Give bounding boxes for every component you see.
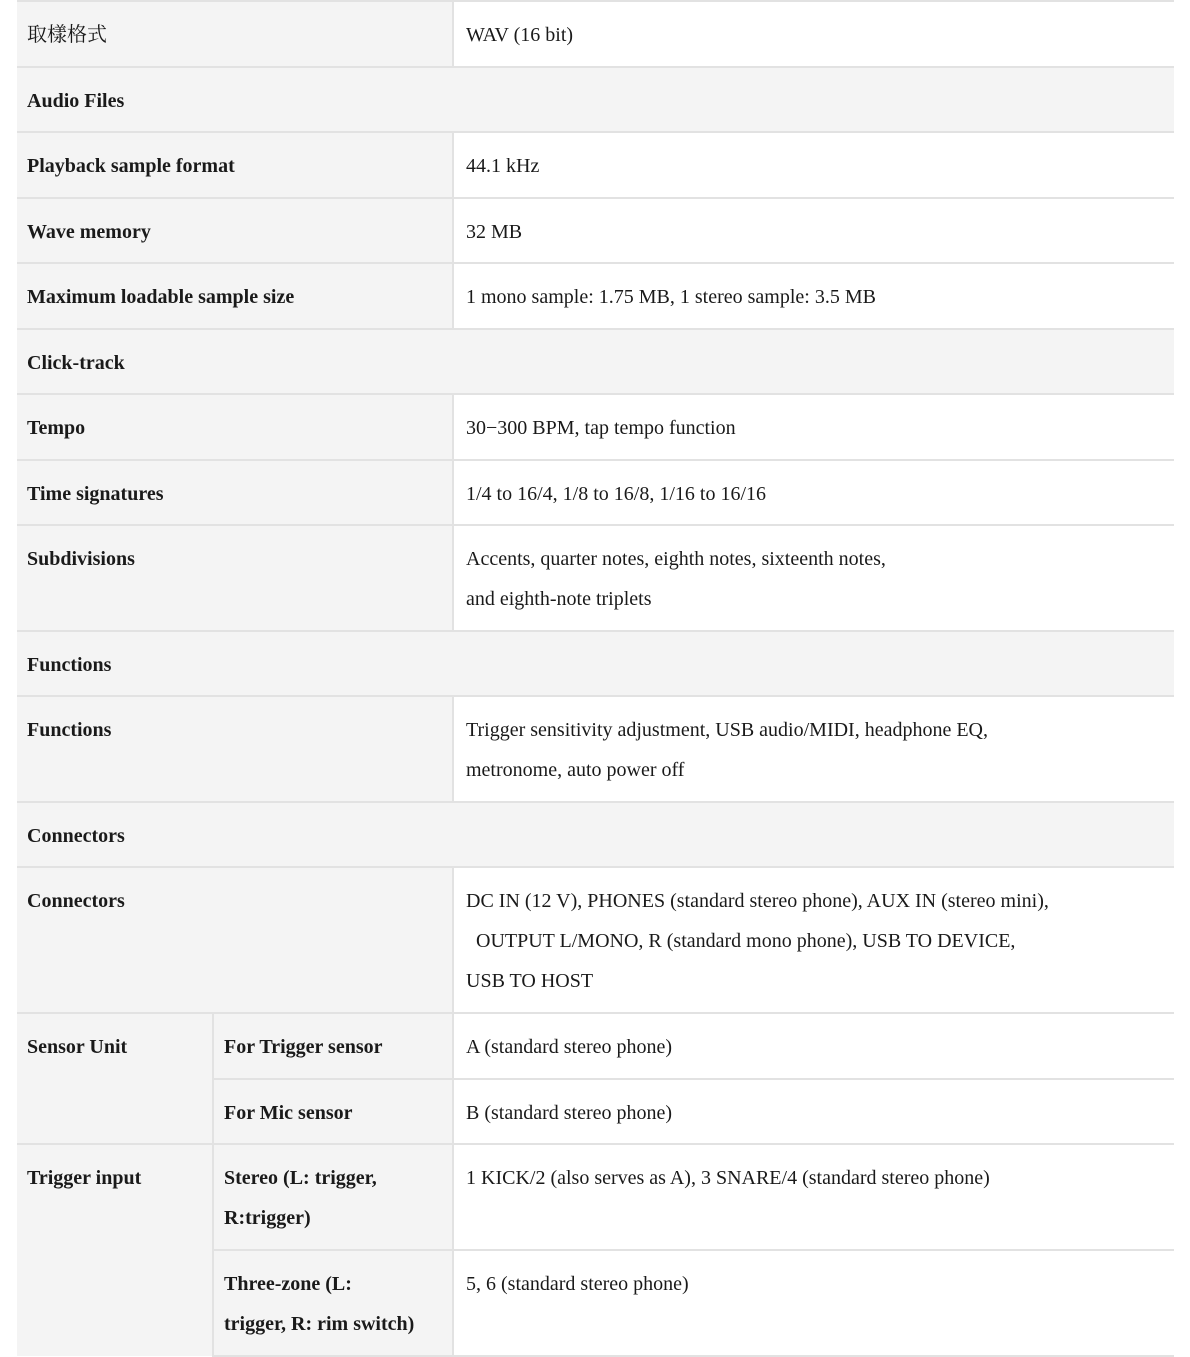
value-line: DC IN (12 V), PHONES (standard stereo phone), AUX IN (stereo mini), — [466, 890, 1049, 912]
value-line: OUTPUT L/MONO, R (standard mono phone), USB TO DEVICE, — [466, 930, 1016, 952]
table-row — [17, 1, 1174, 67]
row-label: Connectors — [17, 867, 453, 1013]
row-value: 1 mono sample: 1.75 MB, 1 stereo sample: 3.5 MB — [453, 263, 1174, 329]
value-line: metronome, auto power off — [466, 759, 685, 781]
row-value: 32 MB — [453, 198, 1174, 263]
sub-label-line: trigger, R: rim switch) — [224, 1313, 415, 1335]
row-label: Maximum loadable sample size — [17, 263, 453, 329]
sub-label: For Mic sensor — [213, 1079, 453, 1144]
group-label-trigger-input: Trigger input — [17, 1144, 213, 1356]
section-row — [17, 631, 1174, 696]
sub-label — [213, 1250, 453, 1356]
row-label: 取樣格式 — [17, 1, 453, 67]
sub-label: For Trigger sensor — [213, 1013, 453, 1079]
value-line: and eighth-note triplets — [466, 588, 652, 610]
section-title-functions: Functions — [17, 631, 1174, 696]
section-title-connectors: Connectors — [17, 802, 1174, 867]
table-row — [17, 263, 1174, 329]
row-value — [453, 525, 1174, 631]
row-value: 1 KICK/2 (also serves as A), 3 SNARE/4 (standard stereo phone) — [453, 1144, 1174, 1250]
section-title-audio-files: Audio Files — [17, 67, 1174, 132]
table-row — [17, 394, 1174, 460]
sub-label-line: Three-zone (L: — [224, 1273, 352, 1295]
value-line: Accents, quarter notes, eighth notes, sixteenth notes, — [466, 548, 886, 570]
row-label: Time signatures — [17, 460, 453, 525]
row-value: WAV (16 bit) — [453, 1, 1174, 67]
row-value: A (standard stereo phone) — [453, 1013, 1174, 1079]
row-value — [453, 696, 1174, 802]
row-value: 30−300 BPM, tap tempo function — [453, 394, 1174, 460]
row-value: 5, 6 (standard stereo phone) — [453, 1250, 1174, 1356]
row-value: 1/4 to 16/4, 1/8 to 16/8, 1/16 to 16/16 — [453, 460, 1174, 525]
table-row — [17, 525, 1174, 631]
table-row — [17, 1144, 1174, 1250]
value-line: Trigger sensitivity adjustment, USB audio/MIDI, headphone EQ, — [466, 719, 988, 741]
section-row — [17, 67, 1174, 132]
table-row — [17, 867, 1174, 1013]
table-row — [17, 1013, 1174, 1079]
row-label: Subdivisions — [17, 525, 453, 631]
spec-table — [17, 0, 1174, 1357]
table-row — [17, 198, 1174, 263]
sub-label-line: Stereo (L: trigger, — [224, 1167, 377, 1189]
row-value: B (standard stereo phone) — [453, 1079, 1174, 1144]
row-value — [453, 867, 1174, 1013]
row-value: 44.1 kHz — [453, 132, 1174, 198]
row-label: Playback sample format — [17, 132, 453, 198]
row-label: Functions — [17, 696, 453, 802]
table-row — [17, 696, 1174, 802]
section-row — [17, 329, 1174, 394]
row-label: Wave memory — [17, 198, 453, 263]
value-line: USB TO HOST — [466, 970, 594, 992]
table-row — [17, 132, 1174, 198]
section-row — [17, 802, 1174, 867]
section-title-click-track: Click-track — [17, 329, 1174, 394]
table-row — [17, 460, 1174, 525]
sub-label-line: R:trigger) — [224, 1207, 311, 1229]
sub-label — [213, 1144, 453, 1250]
group-label-sensor-unit: Sensor Unit — [17, 1013, 213, 1144]
row-label: Tempo — [17, 394, 453, 460]
